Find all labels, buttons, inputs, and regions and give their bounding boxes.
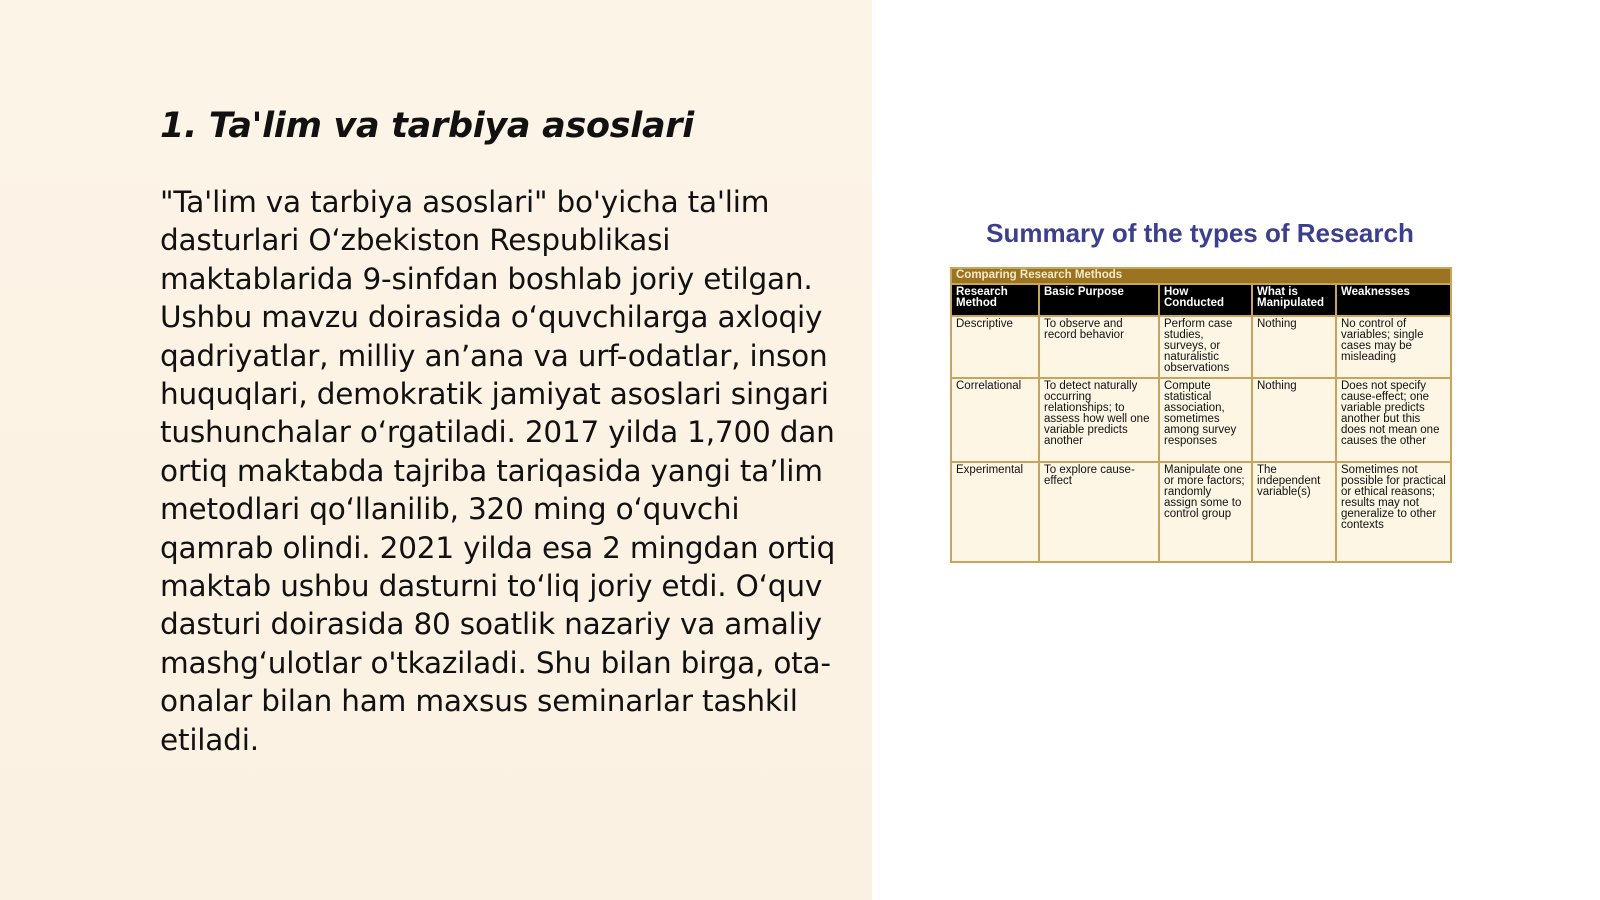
table-header-row (951, 284, 1451, 316)
table-cell: Correlational (951, 378, 1039, 462)
slide-body-text: "Ta'lim va tarbiya asoslari" bo'yicha ta'lim dasturlari O‘zbekiston Respublikasi maktablarida 9-sinfdan boshlab joriy etilgan. Ushbu mavzu doirasida o‘quvchilarga axloqiy qadriyatlar, milliy an’ana va urf-odatlar, inson huquqlari, demokratik jamiyat asoslari singari tushunchalar o‘rgatiladi. 2017 yilda 1,700 dan ortiq maktabda tajriba tariqasida yangi ta’lim metodlari qo‘llanilib, 320 ming o‘quvchi qamrab olindi. 2021 yilda esa 2 mingdan ortiq maktab ushbu dasturni to‘liq joriy etdi. O‘quv dasturi doirasida 80 soatlik nazariy va amaliy mashg‘ulotlar o'tkaziladi. Shu bilan birga, ota-onalar bilan ham maxsus seminarlar tashkil etiladi. (160, 185, 836, 757)
table-cell: Compute statistical association, sometimes among survey responses (1159, 378, 1252, 462)
table-cell: No control of variables; single cases may be misleading (1336, 316, 1451, 378)
table-cell: Does not specify cause-effect; one variable predicts another but this does not mean one causes the other (1336, 378, 1451, 462)
slide-heading: 1. Ta'lim va tarbiya asoslari (160, 106, 694, 146)
column-header: Weaknesses (1336, 284, 1451, 316)
table-cell: Sometimes not possible for practical or ethical reasons; results may not generalize to other contexts (1336, 462, 1451, 562)
table-cell: To detect naturally occurring relationships; to assess how well one variable predicts another (1039, 378, 1159, 462)
column-header: How Conducted (1159, 284, 1252, 316)
table-row (951, 462, 1451, 562)
table-cell: Descriptive (951, 316, 1039, 378)
table-row (951, 316, 1451, 378)
column-header: Basic Purpose (1039, 284, 1159, 316)
column-header: Research Method (951, 284, 1039, 316)
table-caption-row (951, 268, 1451, 284)
table-cell: To explore cause-effect (1039, 462, 1159, 562)
table-cell: Nothing (1252, 378, 1336, 462)
table-caption: Comparing Research Methods (951, 268, 1451, 284)
figure-title: Summary of the types of Research (986, 218, 1414, 248)
research-methods-table (950, 267, 1452, 563)
column-header: What is Manipulated (1252, 284, 1336, 316)
table-cell: Nothing (1252, 316, 1336, 378)
table-cell: The independent variable(s) (1252, 462, 1336, 562)
table-cell: Manipulate one or more factors; randomly assign some to control group (1159, 462, 1252, 562)
table-row (951, 378, 1451, 462)
table-cell: To observe and record behavior (1039, 316, 1159, 378)
table-cell: Perform case studies, surveys, or naturalistic observations (1159, 316, 1252, 378)
table-cell: Experimental (951, 462, 1039, 562)
